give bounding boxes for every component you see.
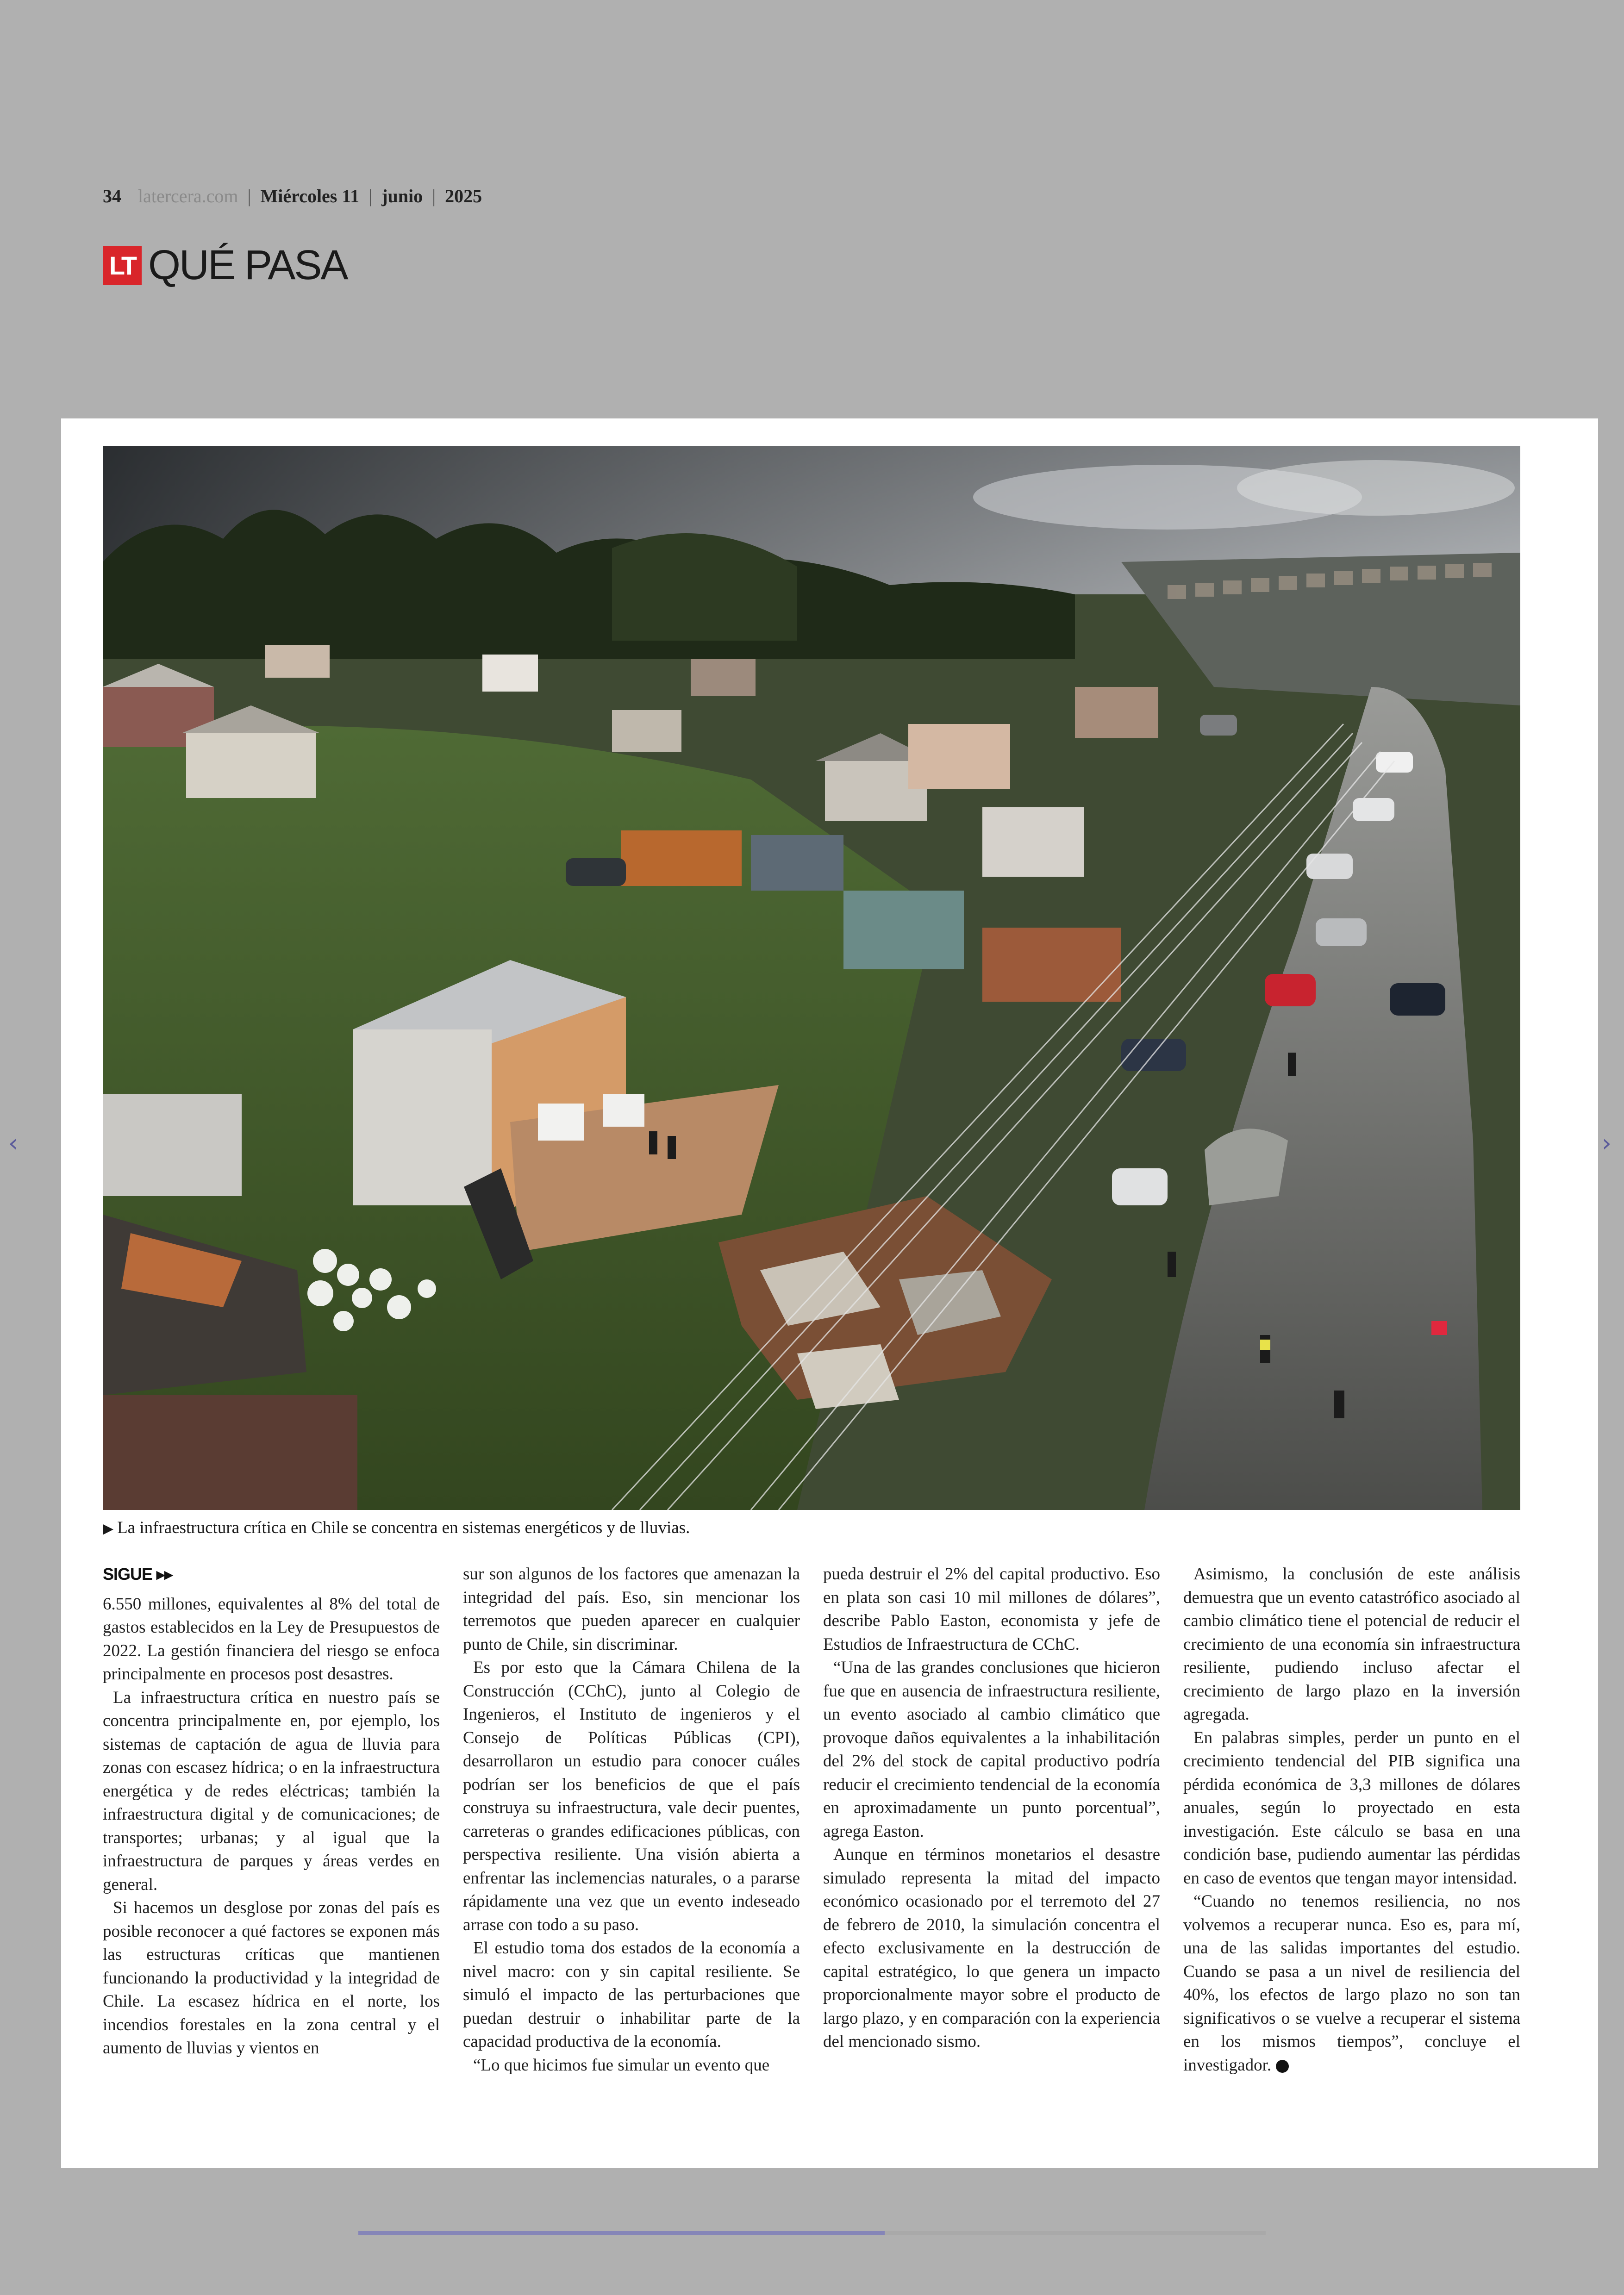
caption-text: La infraestructura crítica en Chile se concentra en sistemas energéticos y de lluvias. [117,1518,690,1537]
paragraph: 6.550 millones, equivalentes al 8% del total de gastos establecidos en la Ley de Presupuestos de 2022. La gestión financiera del riesgo se enfoca principalmente en procesos post desastres. [103,1594,440,1684]
paragraph: pueda destruir el 2% del capital productivo. Eso en plata son casi 10 mil millones de dólares”, describe Pablo Easton, economista y jefe de Estudios de Infraestructura de CChC. [823,1565,1160,1654]
page-header: 34 latercera.com | Miércoles 11 | junio | 2025 [103,186,482,206]
paragraph: “Una de las grandes conclusiones que hicieron fue que en ausencia de infraestructura resiliente, un evento asociado al cambio climático que provoque daños equivalentes a la inhabilitación del 2% del stock de capital productivo podría reducir el crecimiento tendencial de la economía en aproximadamente un punto porcentual”, agrega Easton. [823,1658,1160,1841]
photo-caption [103,1518,1520,1538]
article-column-1 [103,1563,440,2077]
paragraph: Aunque en términos monetarios el desastre simulado representa la mitad del impacto económico ocasionado por el terremoto del 27 de febrero de 2010, la simulación concentra el efecto exclusivamente en la destrucción de capital estratégico, lo que genera un impacto proporcionalmente mayor sobre el producto de largo plazo, y en comparación con la experiencia del mencionado sismo. [823,1845,1160,2051]
end-of-article-icon [1276,2060,1289,2073]
paragraph: Si hacemos un desglose por zonas del país es posible reconocer a qué factores se exponen más las estructuras críticas que mantienen funcionando la productividad y la integridad de Chile. La escasez hídrica en el norte, los incendios forestales en la zona central y el aumento de lluvias y vientos en [103,1898,440,2058]
paragraph: sur son algunos de los factores que amenazan la integridad del país. Eso, sin mencionar los terremotos que pueden aparecer en cualquier punto de Chile, sin discriminar. [463,1565,800,1654]
next-page-button[interactable]: › [1602,1129,1612,1157]
paragraph: “Lo que hicimos fue simular un evento que [473,2055,770,2075]
article-column-4 [1183,1563,1520,2077]
paragraph: Asimismo, la conclusión de este análisis demuestra que un evento catastrófico asociado al cambio climático tiene el potencial de reducir el crecimiento de una economía sin infraestructura resiliente, pudiendo incluso afectar el crecimiento de largo plazo en la inversión agregada. [1183,1565,1520,1724]
previous-page-button[interactable]: ‹ [8,1129,18,1157]
article-column-2 [463,1563,800,2077]
paragraph: El estudio toma dos estados de la economía a nivel macro: con y sin capital resiliente. Se simuló el impacto de las perturbaciones que puedan destruir o inhabilitar parte de la capacidad productiva de la economía. [463,1939,800,2051]
reading-progress-fill [358,2231,885,2235]
date-day: Miércoles 11 [260,186,360,206]
article-body [103,1563,1520,2077]
lt-logo: LT [103,246,142,285]
closing-paragraph-text: “Cuando no tenemos resiliencia, no nos volvemos a recuperar nunca. Eso es, para mí, una de las salidas importantes del estudio. Cuando se pasa a un nivel de resiliencia del 40%, los efectos de largo plazo no son tan significativos o se vuelve a recuperar el sistema en los mismos tiempos”, concluye el investigador. [1183,1892,1520,2075]
paragraph: En palabras simples, perder un punto en el crecimiento tendencial del PIB significa una pérdida económica de 3,3 millones de dólares anuales, según lo proyectado en esta investigación. Este cálculo se basa en una condición base, pudiendo aumentar las pérdidas en caso de eventos que tengan mayor intensidad. [1183,1728,1520,1888]
article-page [61,418,1598,2168]
section-title: QUÉ PASA [148,242,347,288]
page-number: 34 [103,186,121,206]
continued-label: SIGUE ▸▸ [103,1565,173,1584]
caption-marker-icon: ▶ [103,1521,114,1536]
article-column-3 [823,1563,1160,2077]
storm-damage-photo [103,446,1520,1510]
section-brand [103,242,347,289]
date-month: junio [381,186,423,206]
paragraph: La infraestructura crítica en nuestro país se concentra principalmente en, por ejemplo, los sistemas de captación de agua de lluvia para zonas con escasez hídrica; o en la infraestructura energética y de redes eléctricas; también la infraestructura digital y de comunicaciones; de transportes; urbanas; y al igual que la infraestructura de parques y áreas verdes en general. [103,1688,440,1894]
date-year: 2025 [445,186,482,206]
paragraph: Es por esto que la Cámara Chilena de la Construcción (CChC), junto al Colegio de Ingenieros, el Instituto de ingenieros y el Consejo de Políticas Públicas (CPI), desarrollaron un estudio para conocer cuáles podrían ser los beneficios de que el país construya su infraestructura, vale decir puentes, carreteras o grandes edificaciones públicas, con perspectiva resiliente. Una visión abierta a enfrentar las inclemencias naturales, o a pararse rápidamente una vez que un evento indeseado arrase con todo a su paso. [463,1658,800,1934]
paragraph [1183,1890,1520,2077]
site-name: latercera.com [138,186,238,206]
reading-progress-bar[interactable] [358,2231,1266,2235]
article-photo [103,446,1520,1510]
